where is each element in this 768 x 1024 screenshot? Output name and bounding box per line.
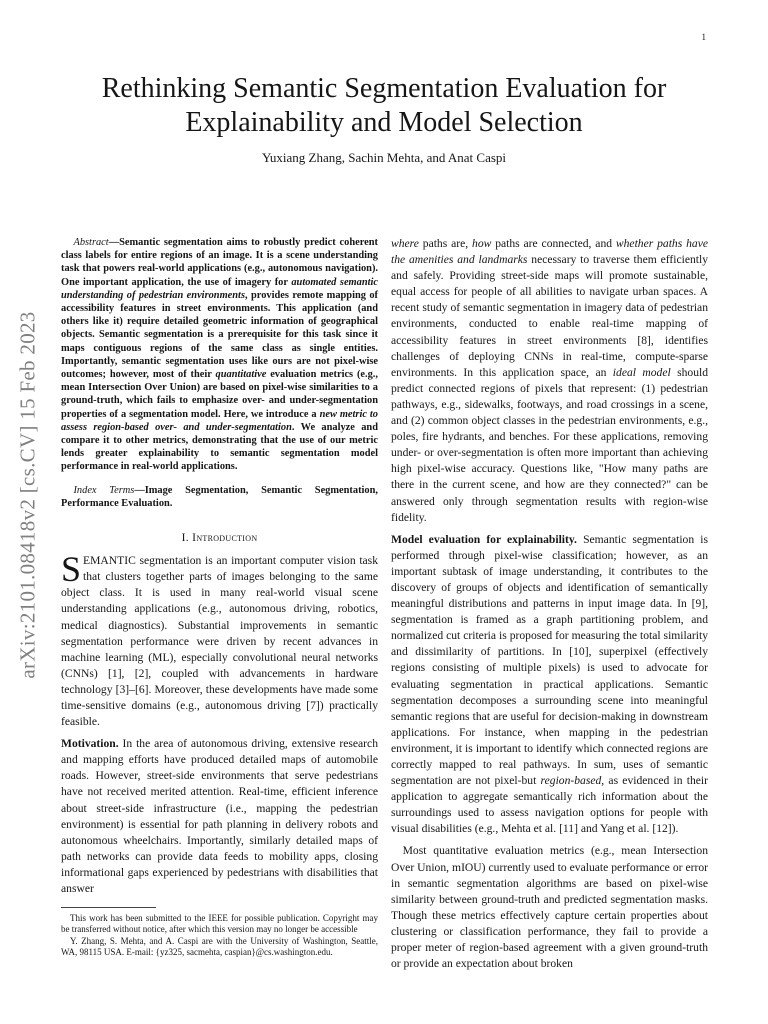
abstract-emph: new metric to assess region-based over- and under-segmentation <box>61 408 378 433</box>
authors: Yuxiang Zhang, Sachin Mehta, and Anat Caspi <box>261 150 507 165</box>
right-paragraph-1 <box>391 236 708 526</box>
right-paragraph-3: Most quantitative evaluation metrics (e.g., mean Intersection Over Union, mIOU) currently used to evaluate performance or error in semantic segmentation algorithms are based on pixel-wise similarity between ground-truth and predicted segmentation masks. Though these metrics effectively capture certain properties about clustering or classification performance, they fail to provide a proper meter of region-based agreement with a given ground-truth or provide an expectation about broken <box>391 844 708 971</box>
motivation-head: Motivation. <box>61 737 119 751</box>
abstract-text: —Semantic segmentation aims to robustly predict coherent class labels for entire regions of an image. It is a scene understanding task that powers real-world applications (e.g., autonomous navigation). One important application, the use of imagery for <box>61 237 378 288</box>
arxiv-stamp-text: arXiv:2101.08418v2 [cs.CV] 15 Feb 2023 <box>15 311 40 679</box>
motivation-paragraph <box>61 736 378 897</box>
section-numeral: I. <box>181 531 193 545</box>
abstract-text: evaluation metrics (e.g., mean Intersection Over Union) are based on pixel-wise similarities to a ground-truth, which fails to emphasize over- and under-segmentation properties of a segmentation model. Here, we introduce a <box>61 369 379 420</box>
index-terms-text: —Image Segmentation, Semantic Segmentation, Performance Evaluation. <box>61 484 378 509</box>
title-line-2: Explainability and Model Selection <box>185 107 583 138</box>
emph: region-based <box>540 774 602 788</box>
emph: where <box>391 237 419 250</box>
arxiv-stamp <box>8 255 48 735</box>
left-column <box>61 236 378 958</box>
abstract-emph: automated semantic understanding of pedestrian environments <box>61 276 378 301</box>
footnote-affiliation: Y. Zhang, S. Mehta, and A. Caspi are with the University of Washington, Seattle, WA, 98115 USA. E-mail: {yz325, sacmehta, caspian}@cs.washington.edu. <box>61 935 378 957</box>
emph: how <box>472 237 492 250</box>
model-eval-head: Model evaluation for explainability. <box>391 532 577 546</box>
drop-cap: S <box>61 549 82 590</box>
text: paths are connected, and <box>491 237 616 250</box>
intro-text: segmentation is an important computer vision task that clusters together parts of images belonging to the same object class. It is used in many real-world visual scene understanding applications (e.g., autonomous driving, robotics, medical diagnostics). Substantial improvements in semantic segmentation performance were driven by recent advances in machine learning (ML), especially convolutional neural networks (CNNs) [1], [2], coupled with advancements in hardware technology [3]–[6]. Moreover, these developments have made some time-sensitive domains (e.g., autonomous driving [7]) practically feasible. <box>61 554 378 729</box>
section-title: Introduction <box>192 531 258 545</box>
abstract-text: , provides remote mapping of accessibility features in street environments. This application (and others like it) require detailed geometric information of geographical objects. Semantic segmentation is a prerequisite for this task since it maps contiguous regions of the same class as single entities. Importantly, semantic segmentation uses like ours are not pixel-wise outcomes; however, most of their <box>61 289 379 381</box>
model-eval-paragraph <box>391 532 708 838</box>
paper-title <box>60 72 708 140</box>
index-terms <box>61 484 378 510</box>
section-heading <box>61 530 378 546</box>
title-line-1: Rethinking Semantic Segmentation Evaluation for <box>101 73 667 104</box>
text: necessary to traverse them efficiently and safely. Providing street-side maps will promote sustainable, equal access for people of all abilities to navigate urban spaces. A recent study of semantic segmentation in imagery data of pedestrian environments, conducted to enable real-time mapping of accessibility features in street environments [8], identifies challenges of deploying CNNs in real-time, compute-sparse environments. In this application space, an <box>391 253 709 379</box>
emph: whether paths have the amenities and landmarks <box>391 237 708 267</box>
text: paths are, <box>418 237 473 250</box>
abstract-emph: quantitative <box>215 369 267 381</box>
intro-cap-rest: EMANTIC <box>83 554 136 568</box>
right-column <box>391 236 708 972</box>
motivation-text: In the area of autonomous driving, extensive research and mapping efforts have produced detailed maps of automobile roads. However, street-side environments that serve pedestrians have not received merited attention. Real-time, efficient inference about street-side infrastructure (i.e., mapping the pedestrian environment) is essential for path planning in delivery robots and autonomous wheelchairs. Importantly, similarly detailed maps of path networks can provide data feeds to mobility apps, closing informational gaps experienced by pedestrians with disabilities that answer <box>61 737 378 896</box>
text: Semantic segmentation is performed through pixel-wise classification; however, as an important subtask of image understanding, it contributes to the discovery of groups of objects and identification of semantically meaningful distributions and patterns in input image data. In [9], segmentation is framed as a graph partitioning problem, and normalized cut criteria is proposed for measuring the total similarity and dissimilarity of partitions. In [10], superpixel (effectively regions consisting of multiple pixels) is used to advocate for evaluating segmentation in practical applications. Semantic segmentation decomposes a surrounding scene into meaningful semantic regions that are useful for decision-making in downstream applications. For instance, when mapping in the pedestrian environment, it is important to identify which connected regions are correctly mapped to real pathways. In sum, uses of semantic segmentation are not pixel-but <box>391 532 709 788</box>
intro-paragraph <box>61 549 378 730</box>
emph: ideal model <box>612 365 671 379</box>
index-terms-lead: Index Terms <box>73 484 135 496</box>
abstract <box>61 236 378 474</box>
footnote-ieee: This work has been submitted to the IEEE for possible publication. Copyright may be transferred without notice, after which this version may no longer be accessible <box>61 913 378 935</box>
abstract-text: . We analyze and compare it to other metrics, demonstrating that the use of our metric lends greater explainability to semantic segmentation model performance in real-world applications. <box>61 421 378 473</box>
footnote-rule <box>61 907 156 908</box>
page-number: 1 <box>701 32 706 42</box>
text: should predict connected regions of pixels that represent: (1) pedestrian pathways, e.g., sidewalks, footways, and road crossings in a scene, and (2) common object classes in the pedestrian environments, e.g., poles, fire hydrants, and benches. For these applications, removing under- or over-segmentation is often more important than achieving high pixel-wise accuracy. Questions like, "How many paths are there in the current scene, and how are they connected?" can be answered only through segmentation results with region-wise fidelity. <box>391 365 709 524</box>
text: , as evidenced in their application to aggregate semantically rich information about the surroundings used to assess navigation options for people with visual disabilities (e.g., Mehta et al. [11] and Yang et al. [12]). <box>391 774 708 836</box>
abstract-lead: Abstract <box>73 237 109 248</box>
